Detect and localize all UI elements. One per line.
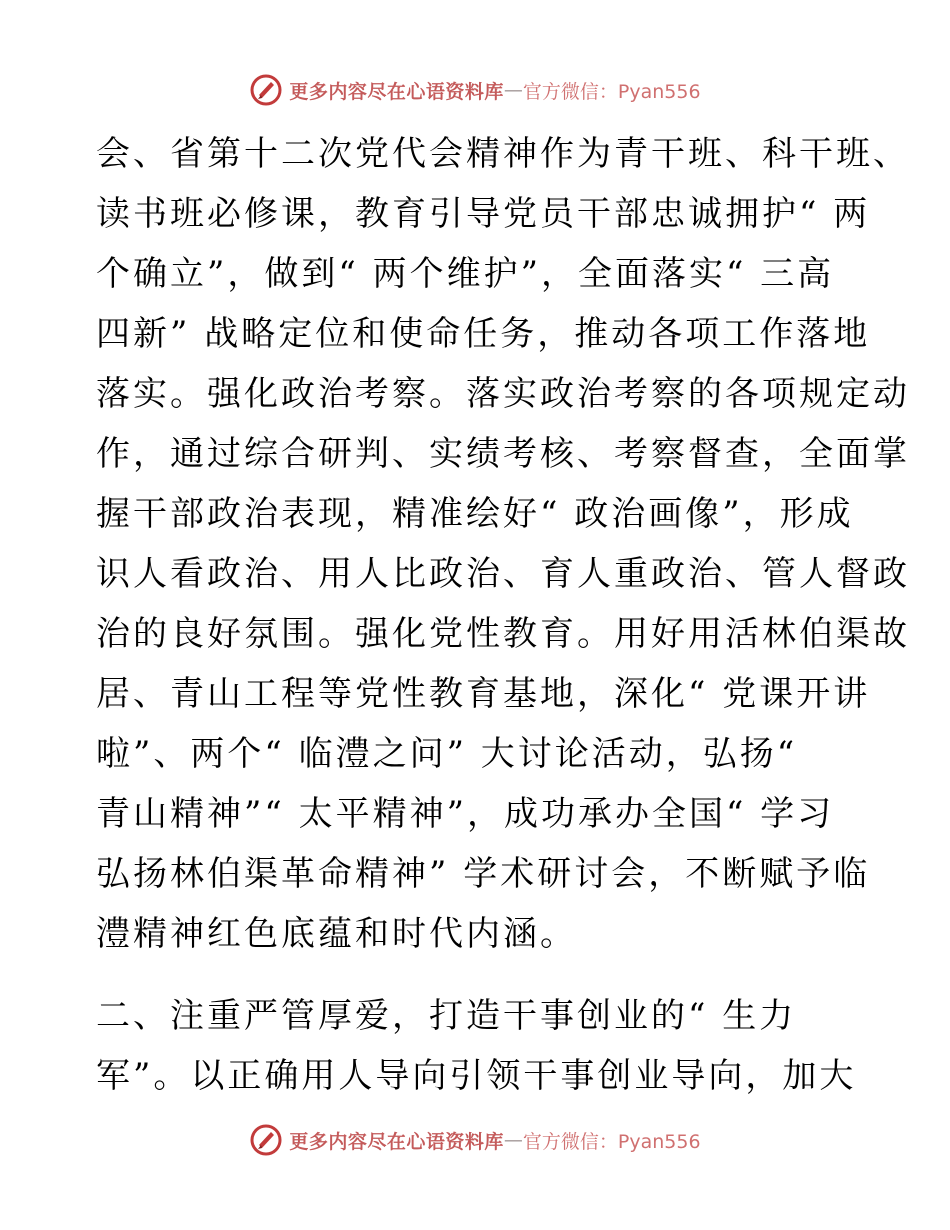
header-brand-text: 更多内容尽在心语资料库 — [289, 80, 504, 103]
paragraph-gap — [96, 964, 856, 986]
text-line: 个确立”，做到“ 两个维护”，全面落实“ 三高 — [96, 254, 835, 294]
text-line: 澧精神红色底蕴和时代内涵。 — [96, 914, 577, 954]
header-separator: — — [503, 79, 523, 101]
text-line: 握干部政治表现，精准绘好“ 政治画像”，形成 — [96, 494, 854, 534]
text-line: 弘扬林伯渠革命精神” 学术研讨会，不断赋予临 — [96, 854, 871, 894]
header-contact-text: 官方微信：Pyan556 — [522, 80, 701, 103]
text-line: 军”。以正确用人导向引领干事创业导向，加大 — [96, 1056, 857, 1096]
paragraph-1 — [96, 124, 910, 964]
text-line: 青山精神”“ 太平精神”，成功承办全国“ 学习 — [96, 794, 835, 834]
text-line: 读书班必修课，教育引导党员干部忠诚拥护“ 两 — [96, 194, 871, 234]
brand-logo-icon — [249, 1123, 283, 1157]
text-line: 居、青山工程等党性教育基地，深化“ 党课开讲 — [96, 674, 871, 714]
brand-logo-icon — [249, 73, 283, 107]
footer-brand-text: 更多内容尽在心语资料库 — [289, 1130, 504, 1153]
footer-separator: — — [503, 1129, 523, 1151]
paragraph-2 — [96, 986, 856, 1106]
text-line: 识人看政治、用人比政治、育人重政治、管人督政 — [96, 554, 910, 594]
footer-contact-text: 官方微信：Pyan556 — [522, 1130, 701, 1153]
text-line: 会、省第十二次党代会精神作为青干班、科干班、 — [96, 134, 910, 174]
text-line: 二、注重严管厚爱，打造干事创业的“ 生力 — [96, 996, 797, 1036]
document-body — [96, 124, 910, 1106]
text-line: 治的良好氛围。强化党性教育。用好用活林伯渠故 — [96, 614, 910, 654]
text-line: 落实。强化政治考察。落实政治考察的各项规定动 — [96, 374, 910, 414]
text-line: 作，通过综合研判、实绩考核、考察督查，全面掌 — [96, 434, 910, 474]
footer-banner — [0, 1118, 950, 1162]
header-banner — [0, 68, 950, 112]
text-line: 啦”、两个“ 临澧之问” 大讨论活动，弘扬“ — [96, 734, 798, 774]
text-line: 四新” 战略定位和使命任务，推动各项工作落地 — [96, 314, 871, 354]
